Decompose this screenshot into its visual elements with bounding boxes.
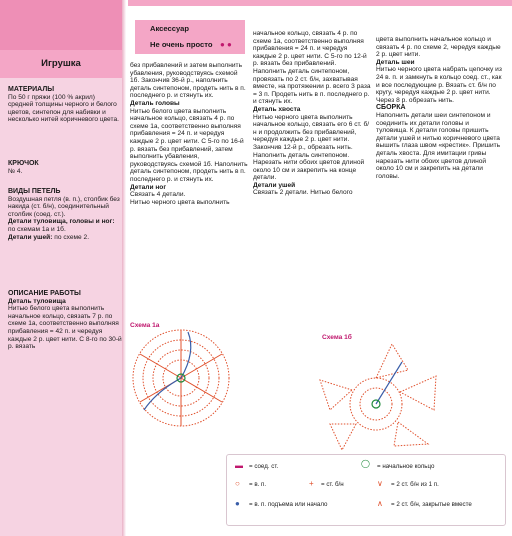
section-title: Игрушка (41, 58, 81, 69)
loops-text: Воздушная петля (в. п.), столбик без накида (ст. б/н), соединительный столбик (соед. ст.). (8, 195, 120, 218)
legend-join-stitch: = соед. ст. (249, 463, 279, 470)
col4-p1: цвета выполнить начальное кольцо и связать 4 р. по схеме 2, чередуя каждые 2 р. цвет нити. (376, 36, 501, 59)
torso-text: Нитью белого цвета выполнить начальное кольцо, связать 7 р. по схеме 1а, соответственно выполняя прибавления = 42 п. и чередуя каждые 2 р. цвет нити. С 8-го по 30-й р. вязать (8, 305, 122, 351)
col3-p2: Наполнить деталь синтепоном, провязать по 2 ст. б/н, захватывая вместе, на протяжении р. всего 3 раза = 3 п. Продеть нить в п. последнего р. и стянуть их. (253, 67, 371, 106)
materials-heading: МАТЕРИАЛЫ (8, 86, 55, 93)
col4-p3: Наполнить детали шеи синтепоном и соединить их детали головы и туловища. К детали головы пришить детали ушей и нитью коричневого цвета вышить глаза швом «крестик». Пришить деталь хвоста. Для имитации гривы нарезать нити обоих цветов длиной около 10 см и закрепить на детали головы. (376, 111, 501, 180)
scheme-1a-label: Схема 1а (130, 322, 160, 329)
join-stitch-symbol: ▬ (235, 461, 243, 470)
dec-symbol: ∧ (377, 499, 383, 508)
top-right-band (128, 0, 512, 6)
difficulty-dots: ● ● (220, 40, 232, 49)
scheme-1b-label: Схема 1б (322, 334, 352, 341)
hook-heading: КРЮЧОК (8, 160, 39, 167)
legend-turning-chain: = в. п. подъема или начало (249, 501, 328, 508)
torso-heading: Деталь туловища (8, 297, 66, 305)
magic-ring-symbol: ◯ (361, 459, 370, 468)
chain-symbol: ○ (235, 479, 240, 488)
scheme-1a-diagram (126, 322, 236, 434)
tail-heading: Деталь хвоста (253, 105, 301, 113)
assembly-heading: СБОРКА (376, 104, 406, 112)
top-band (0, 0, 122, 50)
sc-symbol: + (309, 479, 314, 488)
col3-p5: Связать 2 детали. Нитью белого (253, 189, 353, 197)
legend-box (226, 454, 506, 526)
left-page-panel (0, 0, 122, 536)
head-heading: Деталь головы (130, 99, 180, 107)
ears-detail-heading: Детали ушей (253, 181, 296, 189)
legs-heading: Детали ног (130, 183, 167, 191)
work-heading: ОПИСАНИЕ РАБОТЫ (8, 290, 81, 297)
legend-inc: = 2 ст. б/н из 1 п. (391, 481, 439, 488)
col2-p2: Нитью белого цвета выполнить начальное кольцо, связать 4 р. по схеме 1а, соответственно выполняя прибавления = 24 п. и чередуя каждые 2 р. цвет нити. С 5-го по 16-й р. вязать без прибавлений, затем выполнить убавления, руководствуясь схемой 1б. Наполнить деталь синтепоном, продеть нить в п. последнего р. и стянуть их. (130, 107, 248, 183)
col4-p2: Нитью черного цвета набрать цепочку из 24 в. п. и замкнуть в кольцо соед. ст., как и все последующие р. Вязать ст. б/н по кругу, чередуя каждые 2 р. цвет нити. Через 8 р. обрезать нить. (376, 66, 502, 104)
torso-head-legs-label: Детали туловища, головы и ног: (8, 218, 115, 226)
legend-dec: = 2 ст. б/н, закрытые вместе (391, 501, 472, 508)
legend-chain: = в. п. (249, 481, 267, 488)
loops-heading: ВИДЫ ПЕТЕЛЬ (8, 188, 61, 195)
col3-p1: начальное кольцо, связать 4 р. по схеме 1а, соответственно выполняя прибавления = 24 п. и чередуя каждые 2 р. цвет нити. С 5-го по 12-й р. вязать без прибавлений. (253, 30, 367, 68)
turning-chain-symbol: ● (235, 499, 240, 508)
neck-heading: Деталь шеи (376, 58, 415, 66)
tag-difficulty: Не очень просто (150, 40, 213, 49)
torso-head-legs-text: по схемам 1а и 1б. (8, 225, 66, 233)
ears-label: Детали ушей: (8, 233, 53, 241)
legend-magic-ring: = начальное кольцо (377, 463, 435, 470)
ears-line (8, 234, 122, 242)
materials-text: По 50 г пряжи (100 % акрил) средней толщины черного и белого цветов, синтепон для набивки и несколько нитей коричневого цвета. (8, 93, 119, 124)
col2-p1: без прибавлений и затем выполнить убавления, руководствуясь схемой 1б. Закончив 36-й р., наполнить деталь синтепоном, продеть нить в п. последнего р. и стянуть их. (130, 62, 246, 100)
hook-text: № 4. (8, 167, 23, 175)
col3-p3: Нитью черного цвета выполнить начальное кольцо, связать его 6 ст. б/н и продолжить без прибавлений, чередуя каждые 2 р. цвет нити. Закончив 12-й р., обрезать нить. (253, 113, 370, 151)
col2-p4: Нитью черного цвета выполнить (130, 198, 230, 206)
book-spine (122, 0, 128, 536)
torso-head-legs-line (8, 218, 122, 233)
legend-sc: = ст. б/н (321, 481, 344, 488)
scheme-1b-diagram (316, 340, 452, 452)
col2-p3: Связать 4 детали. (130, 191, 186, 199)
col3-p4: Наполнить деталь синтепоном. Нарезать нити обоих цветов длиной около 10 см и закрепить на конце детали. (253, 151, 365, 182)
tag-accessory: Аксессуар (150, 24, 189, 33)
inc-symbol: ∨ (377, 479, 383, 488)
ears-text: по схеме 2. (52, 233, 90, 241)
